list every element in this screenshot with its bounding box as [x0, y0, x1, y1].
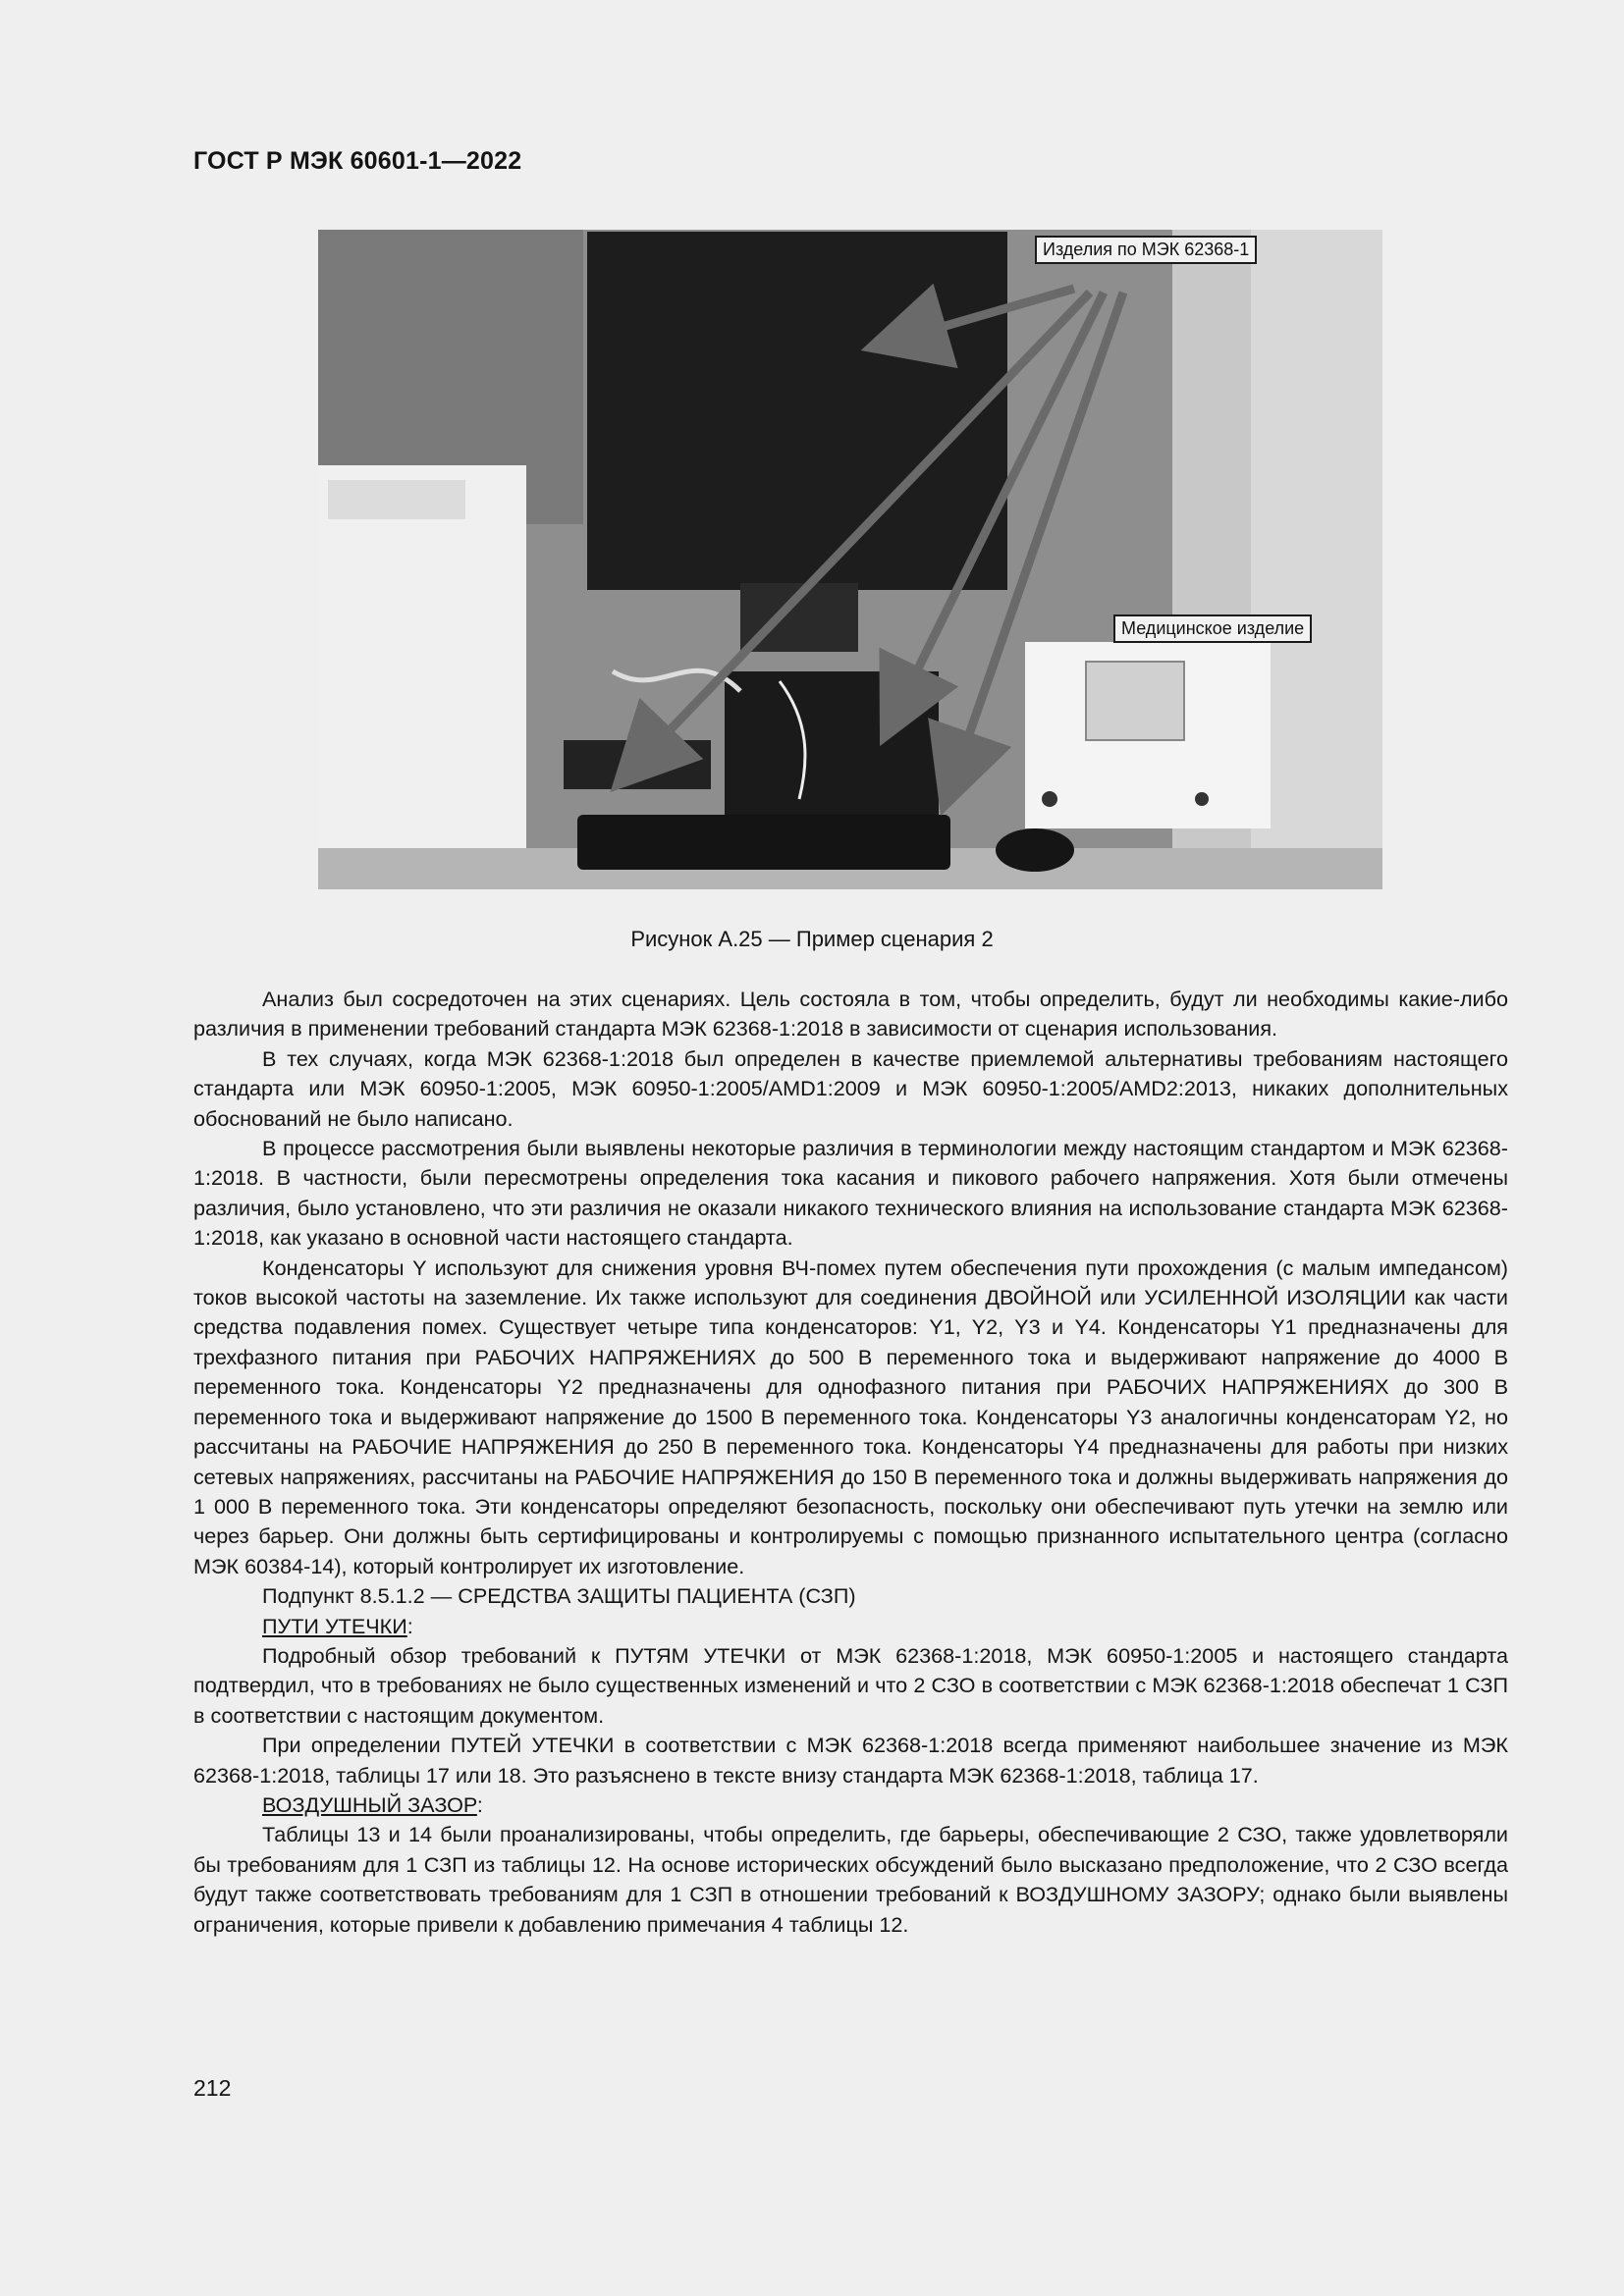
- mouse-shape: [996, 828, 1074, 872]
- creepage-subheading: [193, 1612, 1508, 1641]
- callout-products-label: Изделия по МЭК 62368-1: [1035, 236, 1257, 264]
- colon: :: [476, 1791, 483, 1817]
- paragraph: Анализ был сосредоточен на этих сценариях. Цель состояла в том, чтобы определить, будут ли необходимы какие-либо различия в применении требований стандарта МЭК 62368-1:2018 в зависимости от сценария использования.: [193, 987, 1508, 1041]
- figure-caption: Рисунок А.25 — Пример сценария 2: [630, 927, 994, 951]
- left-device-shape: [318, 465, 526, 858]
- page-number: 212: [193, 2075, 232, 2101]
- clearance-subheading-text: ВОЗДУШНЫЙ ЗАЗОР: [262, 1791, 477, 1817]
- keyboard-shape: [577, 815, 950, 870]
- paragraph: Таблицы 13 и 14 были проанализированы, чтобы определить, где барьеры, обеспечивающие 2 СЗО, также удовлетворяли бы требованиям для 1 СЗП из таблицы 12. На основе исторических обсуждений было высказано предположение, что 2 СЗО всегда будут также соответствовать требованиям для 1 СЗП в отношении требований к ВОЗДУШНОМУ ЗАЗОРУ; однако были выявлены ограничения, которые привели к добавлению примечания 4 таблицы 12.: [193, 1822, 1508, 1937]
- clearance-subheading: [193, 1790, 1508, 1820]
- monitor-shape: [587, 232, 1007, 590]
- figure-photo: [318, 230, 1382, 889]
- paragraph: При определении ПУТЕЙ УТЕЧКИ в соответствии с МЭК 62368-1:2018 всегда применяют наибольшее значение из МЭК 62368-1:2018, таблицы 17 или 18. Это разъяснено в тексте внизу стандарта МЭК 62368-1:2018, таблица 17.: [193, 1733, 1508, 1788]
- paragraph: Конденсаторы Y используют для снижения уровня ВЧ-помех путем обеспечения пути прохождения (с малым импедансом) токов высокой частоты на заземление. Их также используют для соединения ДВОЙНОЙ или УСИЛЕННОЙ ИЗОЛЯЦИИ как части средства подавления помех. Существует четыре типа конденсаторов: Y1, Y2, Y3 и Y4. Конденсаторы Y1 предназначены для трехфазного питания при РАБОЧИХ НАПРЯЖЕНИЯХ до 500 В переменного тока и выдерживают напряжение до 4000 В переменного тока. Конденсаторы Y2 предназначены для однофазного питания при РАБОЧИХ НАПРЯЖЕНИЯХ до 300 В переменного тока и выдерживают напряжение до 1500 В переменного тока. Конденсаторы Y3 аналогичны конденсаторам Y2, но рассчитаны на РАБОЧИЕ НАПРЯЖЕНИЯ до 250 В переменного тока. Конденсаторы Y4 предназначены для работы при низких сетевых напряжениях, рассчитаны на РАБОЧИЕ НАПРЯЖЕНИЯ до 150 В переменного тока и должны выдерживать напряжения до 1 000 В переменного тока. Эти конденсаторы определяют безопасность, поскольку они обеспечивают путь утечки на землю или через барьер. Они должны быть сертифицированы и контролируемы с помощью признанного испытательного центра (согласно МЭК 60384-14), который контролирует их изготовление.: [193, 1255, 1508, 1578]
- subclause-heading: Подпункт 8.5.1.2 — СРЕДСТВА ЗАЩИТЫ ПАЦИЕНТА (СЗП): [262, 1583, 856, 1609]
- paragraph: В процессе рассмотрения были выявлены некоторые различия в терминологии между настоящим стандартом и МЭК 62368-1:2018. В частности, были пересмотрены определения тока касания и пикового рабочего напряжения. Хотя были отмечены различия, было установлено, что эти различия не оказали никакого технического влияния на использование стандарта МЭК 62368-1:2018, как указано в основной части настоящего стандарта.: [193, 1136, 1508, 1251]
- photo-illustration: [318, 230, 1382, 889]
- creepage-subheading-text: ПУТИ УТЕЧКИ: [262, 1613, 407, 1638]
- page-header: ГОСТ Р МЭК 60601-1—2022: [193, 147, 522, 175]
- body-text: [193, 985, 1508, 1940]
- paragraph: В тех случаях, когда МЭК 62368-1:2018 был определен в качестве приемлемой альтернативы требованиям настоящего стандарта или МЭК 60950-1:2005, МЭК 60950-1:2005/AMD1:2009 и МЭК 60950-1:2005/AMD2:2013, никаких дополнительных обоснований не было написано.: [193, 1045, 1508, 1131]
- callout-medical-label: Медицинское изделие: [1113, 614, 1312, 643]
- paragraph: Подробный обзор требований к ПУТЯМ УТЕЧКИ от МЭК 62368-1:2018, МЭК 60950-1:2005 и настоящего стандарта подтвердил, что в требованиях не было существенных изменений и что 2 СЗО в соответствии с МЭК 62368-1:2018 обеспечат 1 СЗП в соответствии с настоящим документом.: [193, 1642, 1508, 1728]
- colon: :: [406, 1613, 413, 1638]
